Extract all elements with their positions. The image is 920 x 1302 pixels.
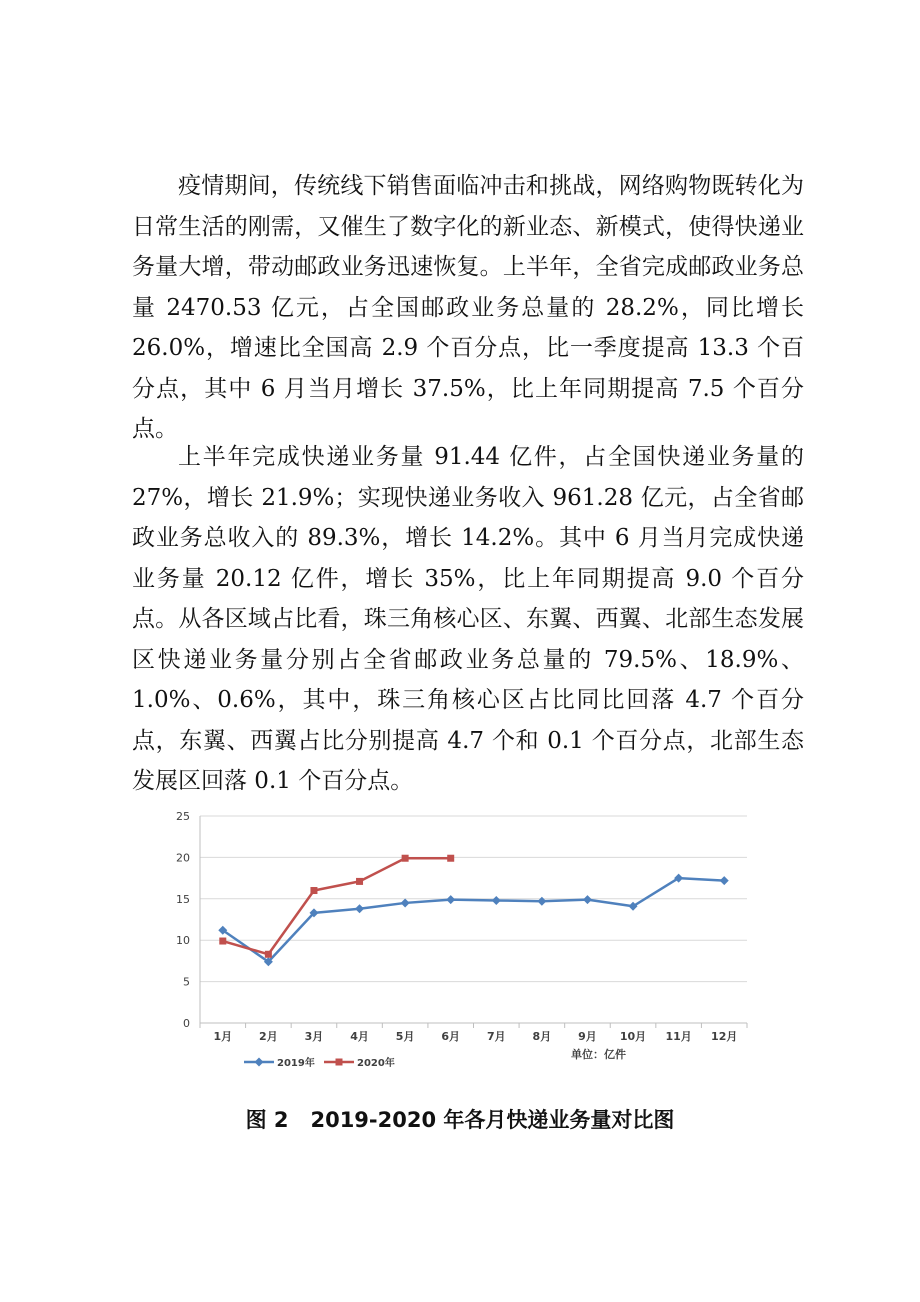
legend-marker	[336, 1059, 343, 1066]
x-tick-label: 10月	[619, 1030, 647, 1043]
data-point	[720, 876, 729, 885]
data-point	[447, 855, 454, 862]
data-point	[219, 938, 226, 945]
caption-text: 2019-2020 年各月快递业务量对比图	[310, 1108, 675, 1132]
data-point	[265, 951, 272, 958]
x-tick-label: 8月	[532, 1030, 552, 1043]
legend-label: 2020年	[357, 1058, 395, 1069]
x-tick-label: 11月	[665, 1030, 692, 1043]
x-tick-label: 6月	[441, 1030, 461, 1043]
y-tick-label: 5	[183, 975, 190, 989]
y-tick-label: 25	[176, 810, 190, 823]
x-tick-label: 12月	[711, 1030, 738, 1043]
data-point	[401, 898, 410, 907]
x-tick-label: 5月	[395, 1030, 415, 1043]
x-tick-label: 9月	[578, 1030, 597, 1043]
data-point	[310, 887, 317, 894]
legend-marker	[255, 1058, 264, 1067]
data-point	[356, 878, 363, 885]
series-line-2019年	[223, 878, 724, 962]
caption-label: 图 2	[245, 1108, 289, 1132]
y-tick-label: 15	[176, 892, 190, 906]
x-tick-label: 1月	[213, 1030, 233, 1043]
data-point	[446, 895, 455, 904]
data-point	[492, 896, 501, 905]
paragraph-2: 上半年完成快递业务量 91.44 亿件，占全国快递业务量的 27%，增长 21.9%；实现快递业务收入 961.28 亿元，占全省邮政业务总收入的 89.3%，增长 14.2%。其中 6 月当月完成快递业务量 20.12 亿件，增长 35%，比上年同期提高 9.0 个百分点。从各区域占比看，珠三角核心区、东翼、西翼、北部生态发展区快递业务量分别占全省邮政业务总量的 79.5%、18.9%、1.0%、0.6%，其中，珠三角核心区占比同比回落 4.7 个百分点，东翼、西翼占比分别提高 4.7 个和 0.1 个百分点，北部生态发展区回落 0.1 个百分点。	[132, 444, 804, 794]
y-tick-label: 10	[176, 934, 190, 948]
paragraph-1: 疫情期间，传统线下销售面临冲击和挑战，网络购物既转化为日常生活的刚需，又催生了数字化的新业态、新模式，使得快递业务量大增，带动邮政业务迅速恢复。上半年，全省完成邮政业务总量 2470.53 亿元，占全国邮政业务总量的 28.2%，同比增长 26.0%，增速比全国高 2.9 个百分点，比一季度提高 13.3 个百分点，其中 6 月当月增长 37.5%，比上年同期提高 7.5 个百分点。	[132, 173, 804, 442]
data-point	[402, 855, 409, 862]
data-point	[583, 895, 592, 904]
unit-label: 单位：亿件	[571, 1048, 626, 1061]
y-tick-label: 20	[176, 851, 190, 865]
x-tick-label: 3月	[304, 1030, 324, 1043]
data-point	[355, 904, 364, 913]
x-tick-label: 7月	[486, 1030, 506, 1043]
line-chart	[150, 800, 770, 1090]
x-tick-label: 4月	[350, 1030, 369, 1043]
data-point	[537, 897, 546, 906]
legend-label: 2019年	[277, 1058, 315, 1069]
x-tick-label: 2月	[259, 1030, 278, 1043]
figure-caption	[0, 1104, 920, 1134]
y-tick-label: 0	[183, 1017, 190, 1030]
